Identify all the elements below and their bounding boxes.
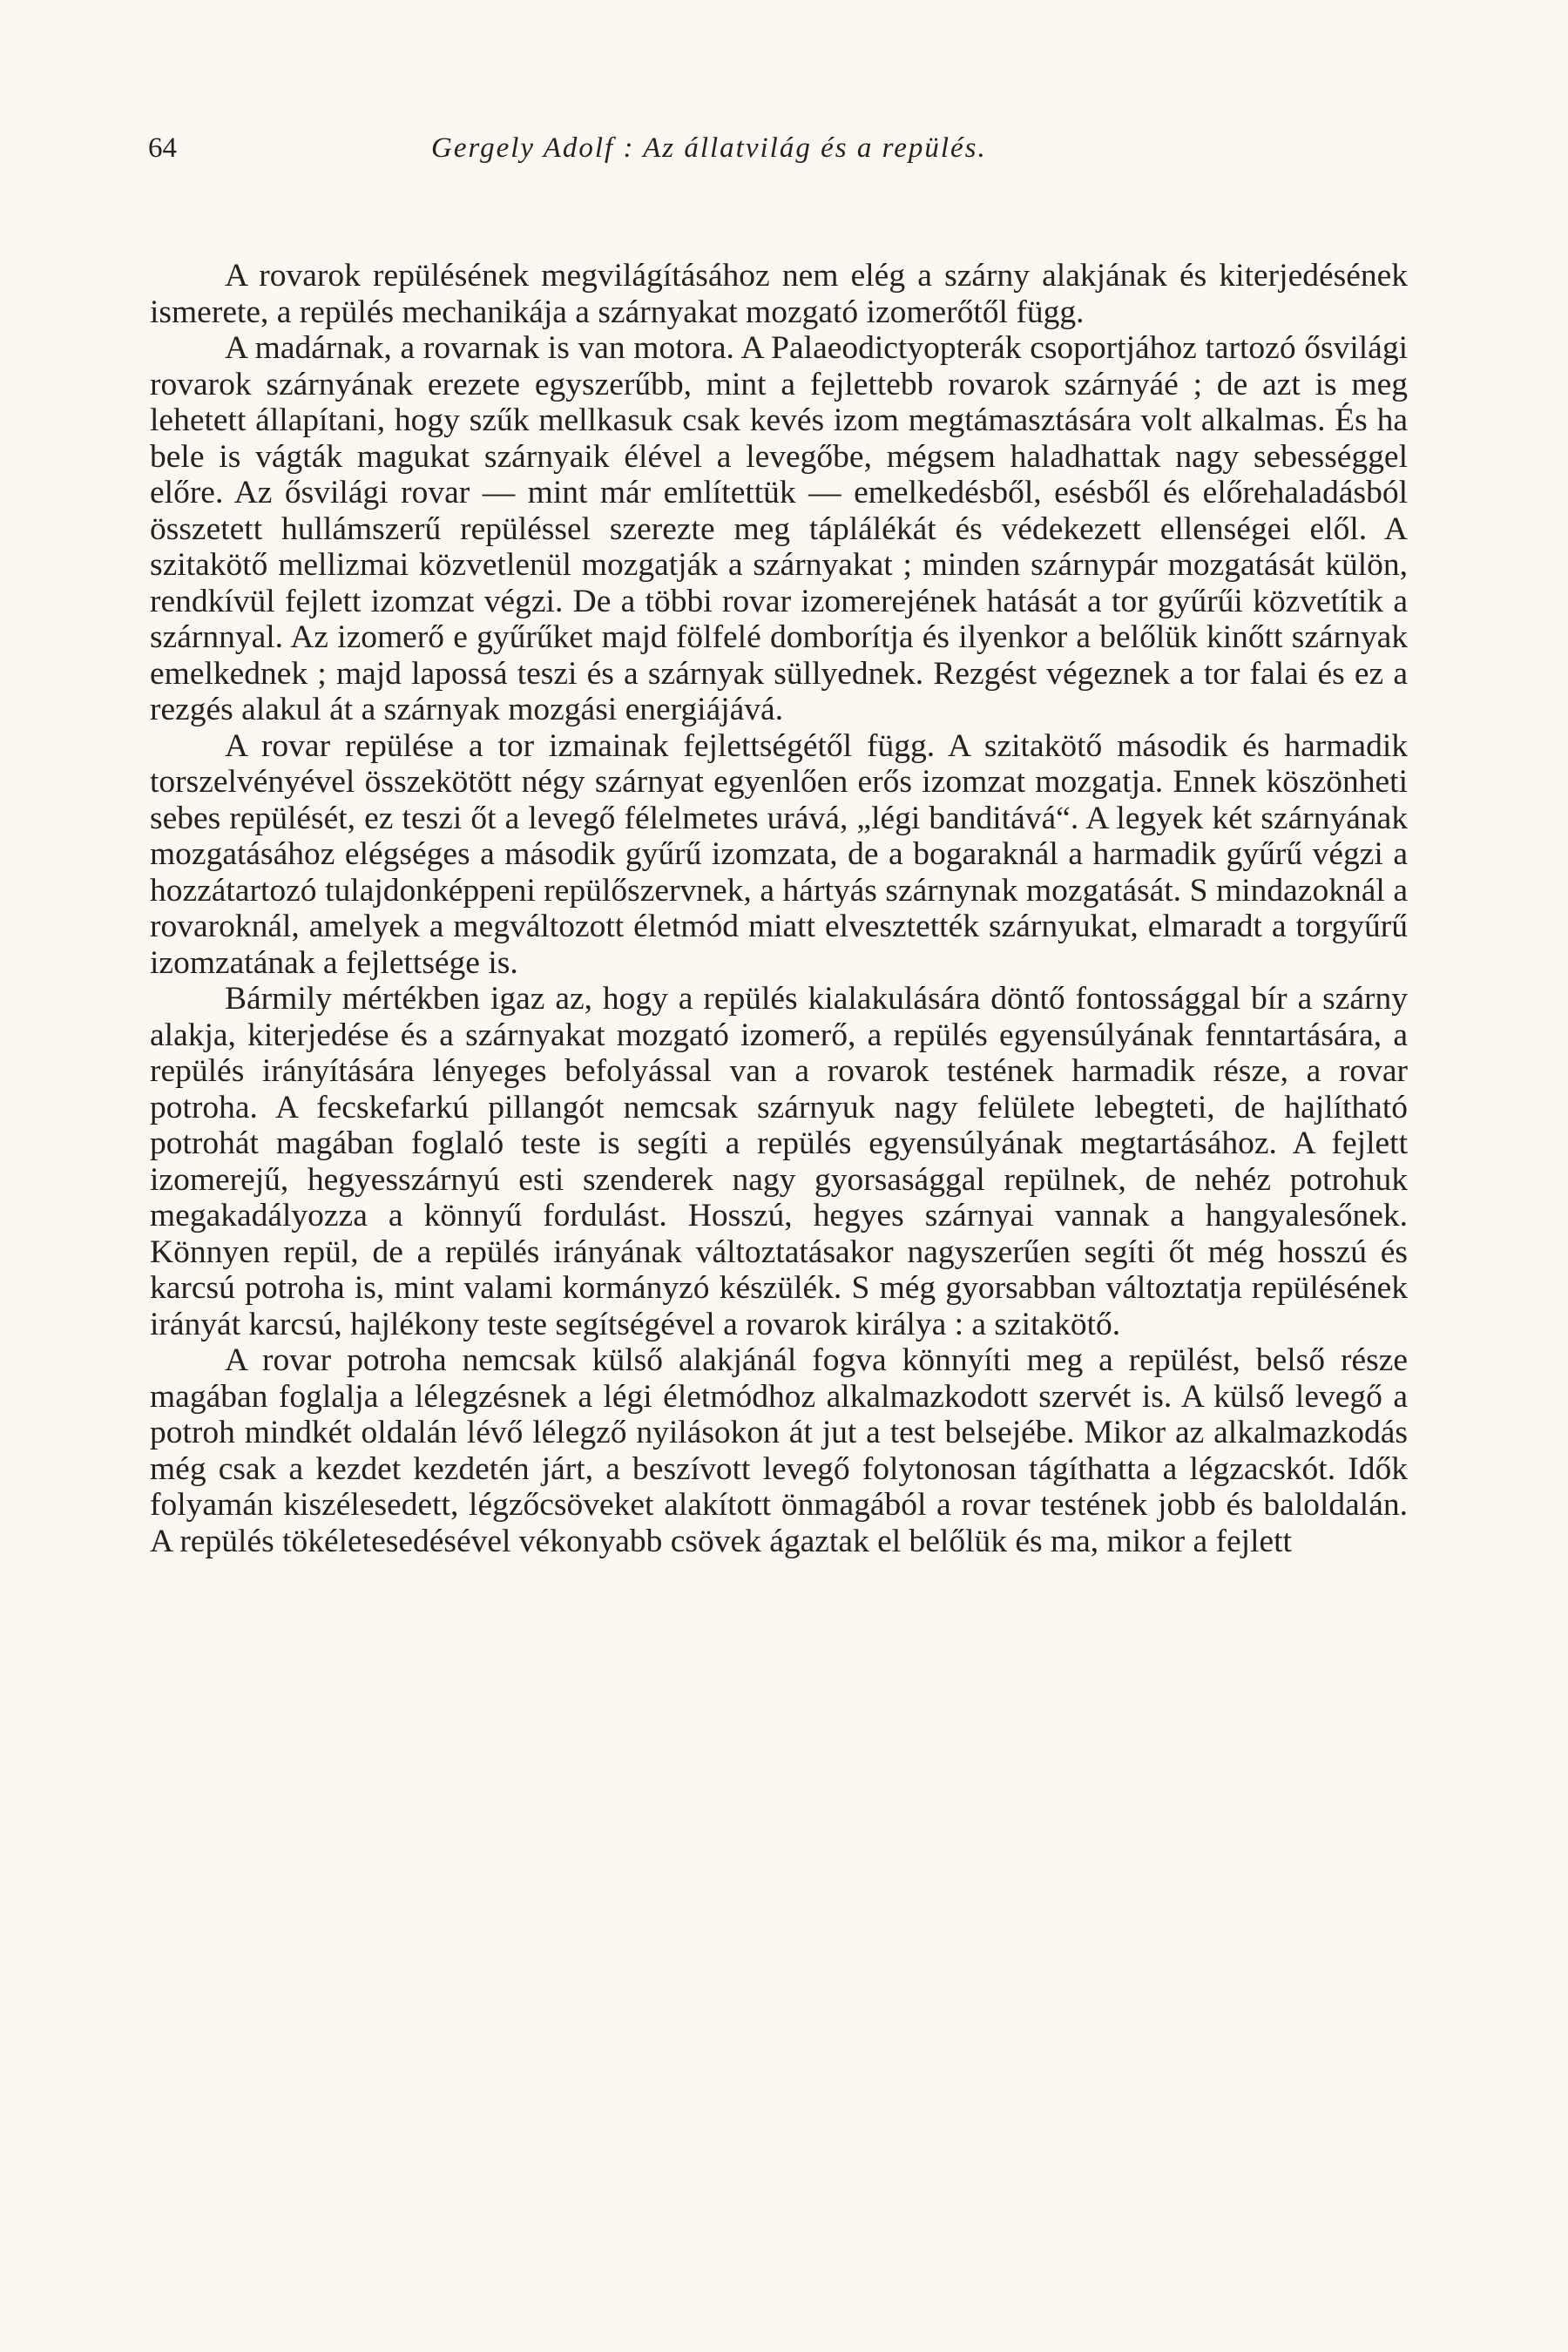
page-number: 64 [148, 132, 177, 164]
running-title: Gergely Adolf : Az állatvilág és a repülés. [431, 132, 987, 164]
paragraph-1: A rovarok repülésének megvilágításához nem elég a szárny alakjának és kiterjedésének ismerete, a repülés mechanikája a szárnyakat mozgató izomerőtől függ. [150, 258, 1408, 330]
page-header [148, 132, 1411, 176]
paragraph-4: Bármily mértékben igaz az, hogy a repülés kialakulására döntő fontossággal bír a szárny alakja, kiterjedése és a szárnyakat mozgató izomerő, a repülés egyensúlyának fenntartására, a repülés irányítására lényeges befolyással van a rovarok testének harmadik része, a rovar potroha. A fecskefarkú pillangót nemcsak szárnyuk nagy felülete lebegteti, de hajlítható potrohát magában foglaló teste is segíti a repülés egyensúlyának megtartásához. A fejlett izomerejű, hegyesszárnyú esti szenderek nagy gyorsasággal repülnek, de nehéz potrohuk megakadályozza a könnyű fordulást. Hosszú, hegyes szárnyai vannak a hangyalesőnek. Könnyen repül, de a repülés irányának változtatásakor nagyszerűen segíti őt még hosszú és karcsú potroha is, mint valami kormányzó készülék. S még gyorsabban változtatja repülésének irányát karcsú, hajlékony teste segítségével a rovarok királya : a szitakötő. [150, 981, 1408, 1342]
body-text [150, 258, 1408, 1559]
paragraph-3: A rovar repülése a tor izmainak fejlettségétől függ. A szitakötő második és harmadik torszelvényével összekötött négy szárnyat egyenlően erős izomzat mozgatja. Ennek köszönheti sebes repülését, ez teszi őt a levegő félelmetes urává, „légi banditává“. A legyek két szárnyának mozgatásához elégséges a második gyűrű izomzata, de a bogaraknál a harmadik gyűrű végzi a hozzátartozó tulajdonképpeni repülőszervnek, a hártyás szárnynak mozgatását. S mindazoknál a rovaroknál, amelyek a megváltozott életmód miatt elvesztették szárnyukat, elmaradt a torgyűrű izomzatának a fejlettsége is. [150, 727, 1408, 981]
paragraph-2: A madárnak, a rovarnak is van motora. A Palaeodictyopterák csoportjához tartozó ősvilági rovarok szárnyának erezete egyszerűbb, mint a fejlettebb rovarok szárnyáé ; de azt is meg lehetett állapítani, hogy szűk mellkasuk csak kevés izom megtámasztására volt alkalmas. És ha bele is vágták magukat szárnyaik élével a levegőbe, mégsem haladhattak nagy sebességgel előre. Az ősvilági rovar — mint már említettük — emelkedésből, esésből és előrehaladásból összetett hullámszerű repüléssel szerezte meg táplálékát és védekezett ellenségei elől. A szitakötő mellizmai közvetlenül mozgatják a szárnyakat ; minden szárnypár mozgatását külön, rendkívül fejlett izomzat végzi. De a többi rovar izomerejének hatását a tor gyűrűi közvetítik a szárnnyal. Az izomerő e gyűrűket majd fölfelé domborítja és ilyenkor a belőlük kinőtt szárnyak emelkednek ; majd lapossá teszi és a szárnyak süllyednek. Rezgést végeznek a tor falai és ez a rezgés alakul át a szárnyak mozgási energiájává. [150, 330, 1408, 727]
paragraph-5: A rovar potroha nemcsak külső alakjánál fogva könnyíti meg a repülést, belső része magában foglalja a lélegzésnek a légi életmódhoz alkalmazkodott szervét is. A külső levegő a potroh mindkét oldalán lévő lélegző nyilásokon át jut a test belsejébe. Mikor az alkalmazkodás még csak a kezdet kezdetén járt, a beszívott levegő folytonosan tágíthatta a légzacskót. Idők folyamán kiszélesedett, légzőcsöveket alakított önmagából a rovar testének jobb és baloldalán. A repülés tökéletesedésével vékonyabb csövek ágaztak el belőlük és ma, mikor a fejlett [150, 1342, 1408, 1559]
